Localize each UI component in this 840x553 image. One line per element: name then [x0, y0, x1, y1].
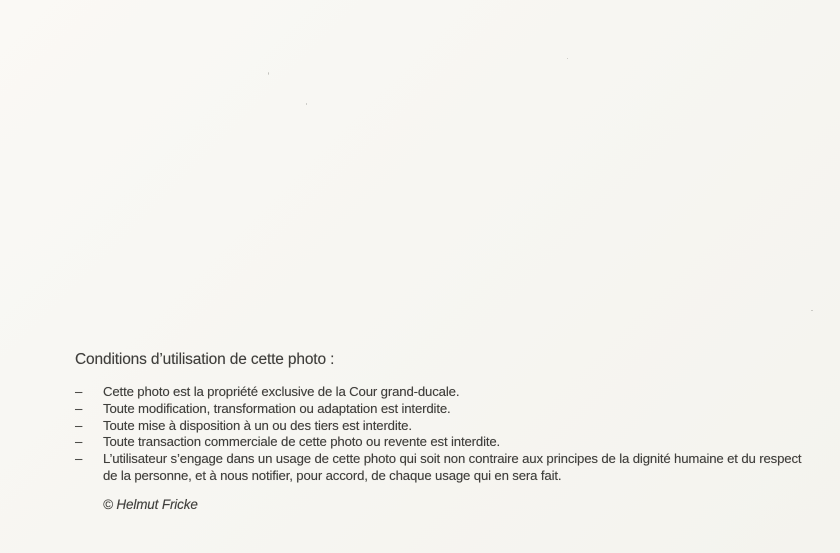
paper-speck: [268, 72, 269, 75]
dash-bullet: –: [75, 417, 83, 433]
condition-item: [75, 451, 805, 485]
condition-text: Toute modification, transformation ou adaptation est interdite.: [103, 400, 451, 416]
dash-bullet: –: [75, 400, 83, 416]
paper-speck: [306, 103, 307, 105]
conditions-title: Conditions d’utilisation de cette photo :: [75, 351, 335, 368]
condition-item: [75, 384, 805, 401]
dash-bullet: –: [75, 451, 83, 467]
condition-item: [75, 434, 805, 451]
dash-bullet: –: [75, 384, 83, 399]
condition-item: [75, 418, 805, 435]
usage-conditions-block: [75, 350, 805, 513]
condition-text: L’utilisateur s’engage dans un usage de cette photo qui soit non contraire aux principes de la dignité humaine et du respect de la personne, et à nous notifier, pour accord, de chaque usage qui en sera fait.: [103, 451, 802, 483]
paper-speck: [567, 58, 568, 59]
photographer-credit: © Helmut Fricke: [103, 496, 198, 512]
condition-text: Toute mise à disposition à un ou des tiers est interdite.: [103, 417, 412, 433]
paper-speck: [811, 310, 813, 311]
condition-text: Toute transaction commerciale de cette photo ou revente est interdite.: [103, 434, 501, 450]
condition-text: Cette photo est la propriété exclusive de la Cour grand-ducale.: [103, 384, 460, 399]
conditions-list: [75, 384, 805, 485]
dash-bullet: –: [75, 434, 83, 450]
condition-item: [75, 401, 805, 418]
